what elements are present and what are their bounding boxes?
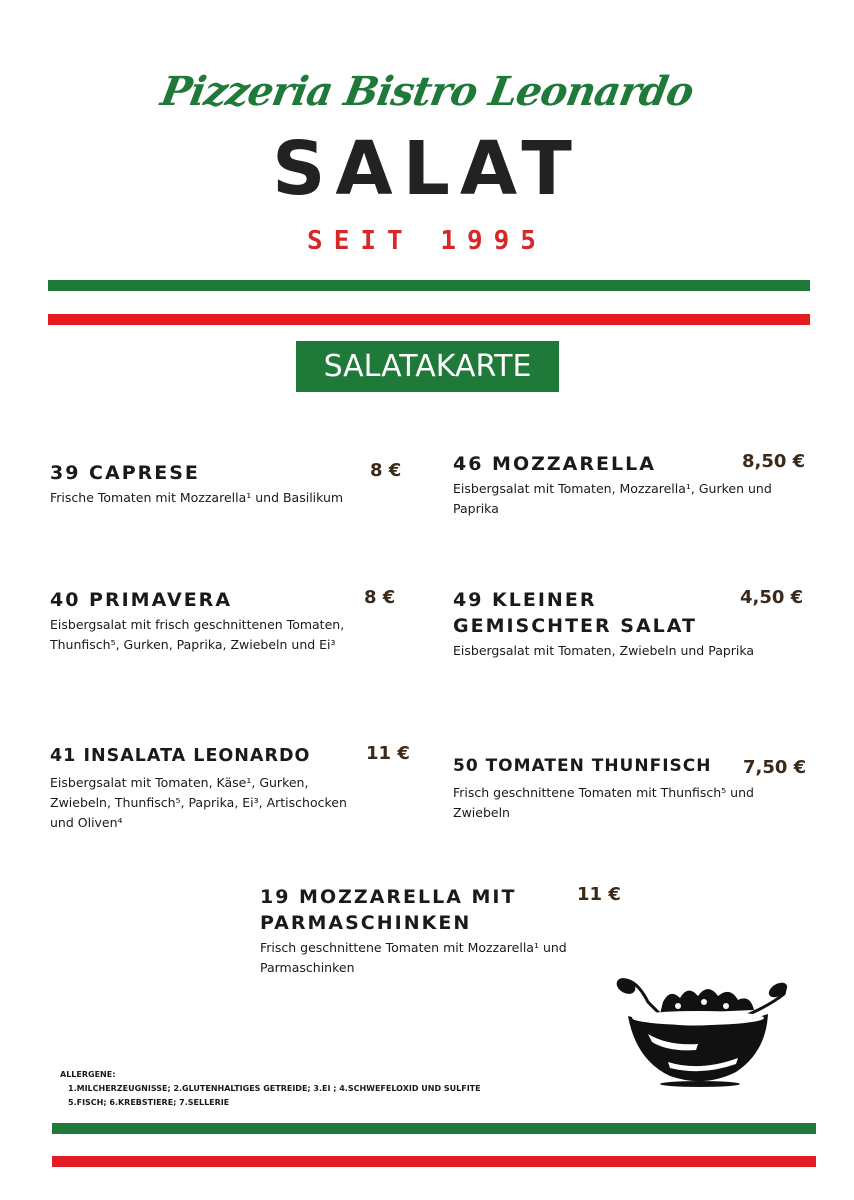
item-price: 8 € [364, 587, 396, 608]
item-name: 50 TOMATEN THUNFISCH [453, 756, 712, 776]
item-name: 40 PRIMAVERA [50, 589, 233, 611]
item-description: Frische Tomaten mit Mozzarella¹ und Basilikum [50, 490, 344, 505]
menu-item-kleiner-gemischter-salat [453, 587, 805, 661]
allergens-line-2: 5.FISCH; 6.KREBSTIERE; 7.SELLERIE [68, 1098, 230, 1107]
item-name: 19 MOZZARELLA MIT PARMASCHINKEN [260, 886, 517, 934]
item-price: 7,50 € [743, 757, 807, 778]
section-badge: SALATAKARTE [296, 341, 559, 392]
item-price: 4,50 € [740, 587, 804, 608]
item-name: 46 MOZZARELLA [453, 453, 656, 475]
item-description: Eisbergsalat mit Tomaten, Käse¹, Gurken, Zwiebeln, Thunfisch⁵, Paprika, Ei³, Artischocken und Oliven⁴ [50, 775, 347, 830]
item-description: Eisbergsalat mit Tomaten, Zwiebeln und Paprika [453, 643, 755, 658]
item-description: Eisbergsalat mit Tomaten, Mozzarella¹, Gurken und Paprika [453, 481, 772, 516]
allergens-line-1: 1.MILCHERZEUGNISSE; 2.GLUTENHALTIGES GETREIDE; 3.EI ; 4.SCHWEFELOXID UND SULFITE [68, 1084, 481, 1093]
menu-item-mozzarella [453, 451, 805, 519]
item-price: 8 € [370, 460, 402, 481]
red-stripe-bottom [52, 1156, 816, 1167]
item-price: 11 € [366, 743, 410, 764]
item-description: Eisbergsalat mit frisch geschnittenen Tomaten, Thunfisch⁵, Gurken, Paprika, Zwiebeln und Ei³ [50, 617, 345, 652]
menu-item-caprese [50, 460, 400, 508]
salad-bowl-icon [608, 972, 794, 1088]
menu-item-primavera [50, 587, 400, 655]
menu-item-mozzarella-parmaschinken [260, 884, 620, 978]
item-price: 8,50 € [742, 451, 806, 472]
page-title: SALAT [272, 126, 582, 212]
item-name: 49 KLEINER GEMISCHTER SALAT [453, 589, 697, 637]
item-name: 41 INSALATA LEONARDO [50, 746, 311, 766]
red-stripe-top [48, 314, 810, 325]
brand-name: Pizzeria Bistro Leonardo [157, 68, 697, 115]
menu-item-insalata-leonardo [50, 743, 410, 833]
menu-item-tomaten-thunfisch [453, 753, 805, 823]
item-description: Frisch geschnittene Tomaten mit Thunfisch⁵ und Zwiebeln [453, 785, 754, 820]
green-stripe-bottom [52, 1123, 816, 1134]
green-stripe-top [48, 280, 810, 291]
allergens-note [60, 1068, 481, 1110]
item-description: Frisch geschnittene Tomaten mit Mozzarella¹ und Parmaschinken [260, 940, 567, 975]
since-text: SEIT 1995 [307, 226, 547, 256]
item-price: 11 € [577, 884, 621, 905]
item-name: 39 CAPRESE [50, 462, 200, 484]
allergens-title: ALLERGENE: [60, 1070, 116, 1079]
